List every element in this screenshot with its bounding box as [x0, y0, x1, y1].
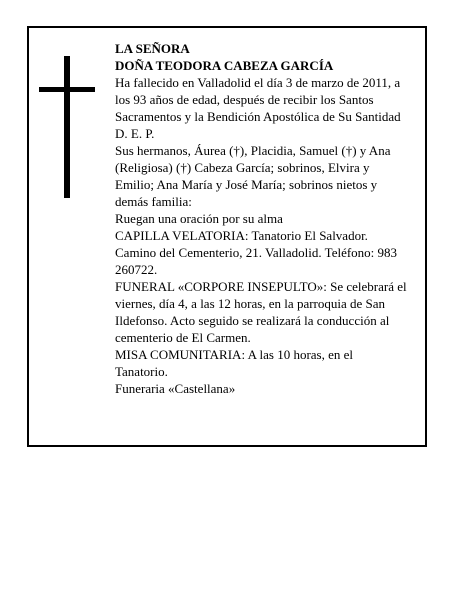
notice-line: Ha fallecido en Valladolid el día 3 de marzo de 2011, a	[115, 75, 401, 90]
deceased-name: DOÑA TEODORA CABEZA GARCÍA	[115, 58, 334, 73]
cross-horizontal-bar	[39, 87, 95, 92]
notice-line: Camino del Cementerio, 21. Valladolid. Teléfono: 983	[115, 245, 398, 260]
notice-line: Ildefonso. Acto seguido se realizará la conducción al	[115, 313, 390, 328]
notice-line: Tanatorio.	[115, 364, 168, 379]
notice-line: demás familia:	[115, 194, 192, 209]
cross-icon	[39, 56, 95, 198]
cross-vertical-bar	[64, 56, 70, 198]
notice-line: los 93 años de edad, después de recibir los Santos	[115, 92, 374, 107]
notice-line: CAPILLA VELATORIA: Tanatorio El Salvador.	[115, 228, 368, 243]
notice-heading: LA SEÑORA	[115, 41, 190, 56]
notice-line: (Religiosa) (†) Cabeza García; sobrinos, Elvira y	[115, 160, 370, 175]
notice-line: FUNERAL «CORPORE INSEPULTO»: Se celebrará el	[115, 279, 407, 294]
notice-line: Ruegan una oración por su alma	[115, 211, 283, 226]
notice-line: Sus hermanos, Áurea (†), Placidia, Samuel (†) y Ana	[115, 143, 391, 158]
obituary-notice	[27, 26, 427, 447]
notice-text	[115, 40, 425, 397]
notice-line: viernes, día 4, a las 12 horas, en la parroquia de San	[115, 296, 386, 311]
notice-line: MISA COMUNITARIA: A las 10 horas, en el	[115, 347, 354, 362]
notice-line: D. E. P.	[115, 126, 155, 141]
notice-line: 260722.	[115, 262, 158, 277]
notice-line: Sacramentos y la Bendición Apostólica de Su Santidad	[115, 109, 401, 124]
notice-line: cementerio de El Carmen.	[115, 330, 251, 345]
notice-line: Funeraria «Castellana»	[115, 381, 236, 396]
notice-line: Emilio; Ana María y José María; sobrinos nietos y	[115, 177, 378, 192]
